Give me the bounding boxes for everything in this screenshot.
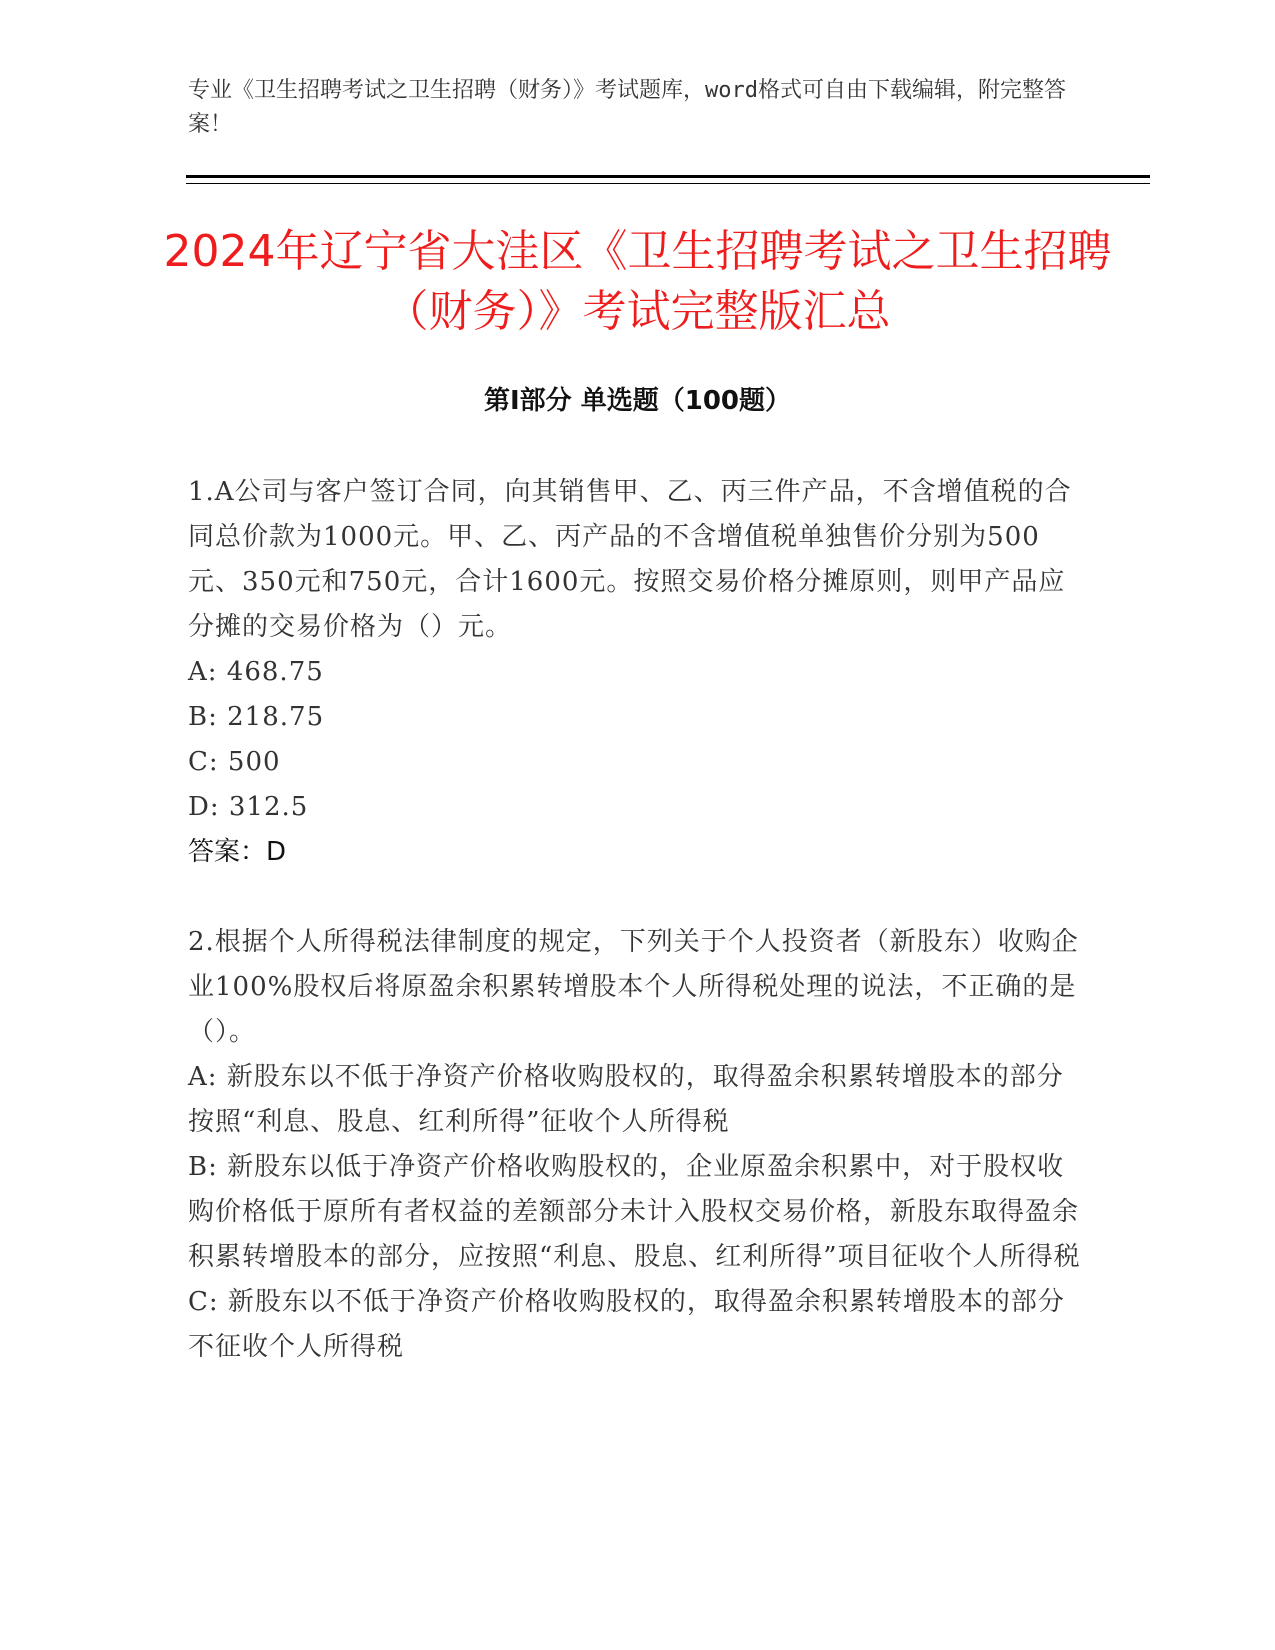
document-title: 2024年辽宁省大洼区《卫生招聘考试之卫生招聘（财务）》考试完整版汇总 — [163, 226, 1112, 337]
header-rule-thick — [186, 175, 1150, 178]
option-b: B: 218.75 — [188, 702, 325, 732]
question-stem: 1.A公司与客户签订合同，向其销售甲、乙、丙三件产品，不含增值税的合同总价款为1000元。甲、乙、丙产品的不含增值税单独售价分别为500元、350元和750元，合计1600元。按照交易价格分摊原则，则甲产品应分摊的交易价格为（）元。 — [188, 477, 1072, 642]
answer: 答案：D — [188, 837, 287, 867]
header-rule-thin — [186, 183, 1150, 184]
option-a: A: 468.75 — [188, 657, 324, 687]
header-note: 专业《卫生招聘考试之卫生招聘（财务）》考试题库，word格式可自由下载编辑，附完整答案！ — [188, 78, 1066, 137]
option-a: A: 新股东以不低于净资产价格收购股权的，取得盈余积累转增股本的部分按照“利息、股息、红利所得”征收个人所得税 — [188, 1062, 1064, 1137]
question-stem: 2.根据个人所得税法律制度的规定，下列关于个人投资者（新股东）收购企业100%股权后将原盈余积累转增股本个人所得税处理的说法，不正确的是（）。 — [188, 927, 1079, 1047]
option-b: B: 新股东以低于净资产价格收购股权的，企业原盈余积累中，对于股权收购价格低于原所有者权益的差额部分未计入股权交易价格，新股东取得盈余积累转增股本的部分，应按照“利息、股息、红利所得”项目征收个人所得税 — [188, 1152, 1081, 1272]
option-c: C: 500 — [188, 747, 281, 777]
question-2 — [188, 920, 1088, 1370]
question-1 — [188, 470, 1088, 875]
section-title: 第Ⅰ部分 单选题（100题） — [484, 386, 791, 416]
option-d: D: 312.5 — [188, 792, 309, 822]
option-c: C: 新股东以不低于净资产价格收购股权的，取得盈余积累转增股本的部分不征收个人所得税 — [188, 1287, 1065, 1362]
